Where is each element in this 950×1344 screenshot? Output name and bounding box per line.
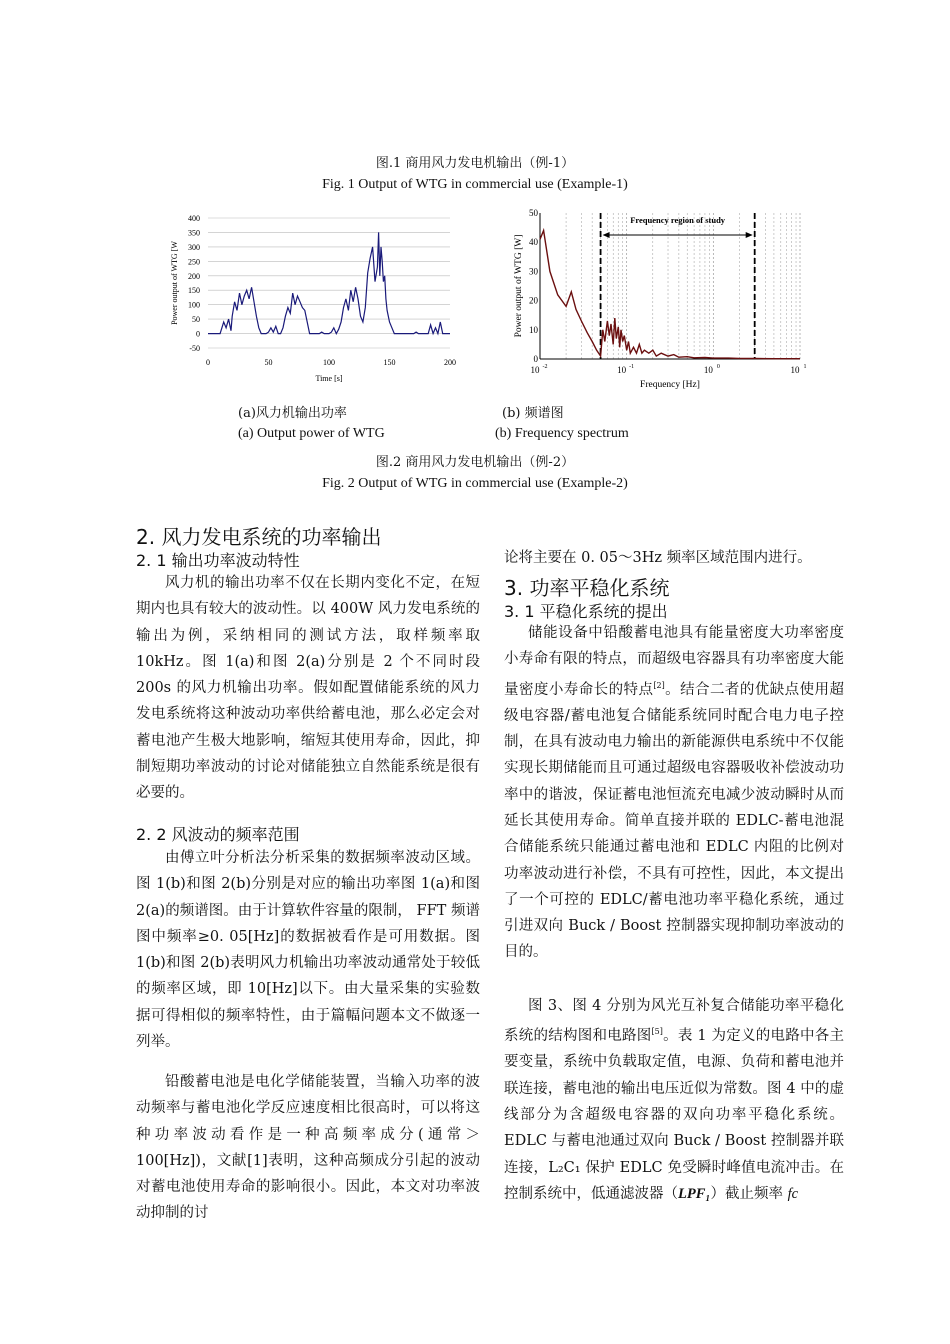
y-tick-label: 0 (196, 329, 200, 339)
paragraph-2-2: 由傅立叶分析法分析采集的数据频率波动区域。图 1(b)和图 2(b)分别是对应的输出功率图 1(a)和图 2(a)的频谱图。由于计算软件容量的限制， FFT 频谱图中频率≥0. 05[Hz]的数据被看作是可用数据。图 1(b)和图 2(b)表明风力机输出功率波动通常处于较低的频率区域，即 10[Hz]以下。由大量采集的实验数据可得相似的频率特性，由于篇幅问题本文不做逐一列举。 (136, 850, 480, 1051)
x-tick-label: 10 (790, 365, 800, 375)
section-3-title: 3. 功率平稳化系统 (504, 576, 670, 600)
section-2-1-title: 2. 1 输出功率波动特性 (136, 551, 300, 570)
citation-2: [2] (653, 680, 665, 690)
x-tick-exponent: -2 (542, 364, 548, 370)
x-tick-label: 50 (264, 358, 273, 367)
y-axis-label: Power output of WTG [W (170, 241, 179, 325)
y-tick-label: 50 (529, 208, 538, 218)
x-tick-label: 10 (703, 365, 713, 375)
chart-output-power (168, 208, 468, 388)
x-axis-label: Time [s] (315, 374, 343, 383)
x-axis-label: Frequency [Hz] (640, 380, 700, 390)
y-tick-label: 20 (529, 295, 538, 306)
chart-frequency-spectrum (508, 204, 818, 390)
y-tick-label: 30 (529, 266, 538, 277)
fig2-caption-cn: 图.2 商用风力发电机输出（例-2） (375, 455, 575, 470)
region-arrow-head-right (746, 232, 753, 238)
section-3-1-title: 3. 1 平稳化系统的提出 (504, 602, 668, 621)
x-tick-exponent: 0 (716, 364, 720, 370)
fig1-caption-en: Fig. 1 Output of WTG in commercial use (Example-1) (322, 177, 628, 192)
lpf1-symbol: LPF₁ (678, 1185, 711, 1202)
y-tick-label: 350 (188, 228, 200, 238)
citation-5: [5] (651, 1027, 663, 1037)
y-tick-label: 0 (533, 354, 538, 364)
fig2-caption-en: Fig. 2 Output of WTG in commercial use (Example-2) (322, 476, 628, 491)
subcaption-b-en: (b) Frequency spectrum (495, 426, 629, 441)
region-label: Frequency region of study (630, 215, 726, 225)
y-tick-label: 300 (188, 242, 200, 252)
section-2-title: 2. 风力发电系统的功率输出 (136, 525, 382, 549)
y-tick-label: 50 (192, 315, 200, 325)
y-tick-label: 200 (188, 271, 200, 281)
y-tick-label: -50 (189, 344, 200, 353)
paragraph-3-2: 图 3、图 4 分别为风光互补复合储能功率平稳化系统的结构图和电路图[5]。表 1 为定义的电路中各主要变量，系统中负载取定值，电源、负荷和蓄电池并联连接，蓄电池的输出电压近似为常数。图 4 中的虚线部分为含超级电容器的双向功率平稳化系统。EDLC 与蓄电池通过双向 Buck / Boost 控制器并联连接，L₂C₁ 保护 EDLC 免受瞬时峰值电流冲击。在控制系统中，低通滤波器（LPF₁）截止频率 fc (504, 998, 844, 1202)
series-line-wtg-output (208, 232, 450, 333)
x-tick-label: 10 (617, 365, 627, 375)
x-tick-label: 150 (383, 358, 396, 367)
subcaption-b-cn: (b) 频谱图 (502, 406, 564, 421)
x-tick-label: 200 (444, 358, 456, 367)
paragraph-3-1: 储能设备中铅酸蓄电池具有能量密度大功率密度小寿命有限的特点，而超级电容器具有功率密度大能量密度小寿命长的特点[2]。结合二者的优缺点使用超级电容器/蓄电池复合储能系统同时配合电力电子控制，在具有波动电力输出的新能源供电系统中不仅能实现长期储能而且可通过超级电容器吸收补偿波动功率中的谐波，保证蓄电池恒流充电减少波动瞬时从而延长其使用寿命。简单直接并联的 EDLC-蓄电池混合储能系统只能通过蓄电池和 EDLC 内阻的比例对功率波动进行补偿，不具有可控性，因此，本文提出了一个可控的 EDLC/蓄电池功率平稳化系统，通过引进双向 Buck / Boost 控制器实现抑制功率波动的目的。 (504, 625, 845, 961)
paragraph-2-3-continued: 论将主要在 0. 05～3Hz 频率区域范围内进行。 (504, 550, 812, 566)
y-tick-label: 10 (529, 324, 538, 335)
fig1-caption-cn: 图.1 商用风力发电机输出（例-1） (375, 156, 575, 171)
subcaption-a-en: (a) Output power of WTG (238, 426, 385, 441)
paragraph-2-3: 铅酸蓄电池是电化学储能装置，当输入功率的波动频率与蓄电池化学反应速度相比很高时，可以将这种功率波动看作是一种高频率成分(通常＞ 100[Hz])，文献[1]表明，这种高频成分引起的波动对蓄电池使用寿命的影响很小。因此，本文对功率波动抑制的讨 (136, 1074, 480, 1222)
y-tick-label: 100 (188, 300, 200, 310)
x-tick-exponent: -1 (629, 364, 635, 370)
x-tick-label: 100 (323, 358, 335, 367)
x-tick-label: 10 (530, 365, 540, 375)
x-tick-exponent: 1 (803, 364, 807, 370)
paragraph-2-1: 风力机的输出功率不仅在长期内变化不定，在短期内也具有较大的波动性。以 400W 风力发电系统的输出为例，采纳相同的测试方法，取样频率取 10kHz。图 1(a)和图 2(a)分别是 2 个不同时段 200s 的风力机输出功率。假如配置储能系统的风力发电系统将这种波动功率供给蓄电池，那么必定会对蓄电池产生极大地影响，缩短其使用寿命，因此，抑制短期功率波动的讨论对储能独立自然能系统是很有必要的。 (136, 575, 480, 802)
fc-symbol: fc (787, 1185, 799, 1202)
region-arrow-head-left (603, 232, 610, 238)
series-line-spectrum (540, 231, 800, 359)
subcaption-a-cn: (a)风力机输出功率 (238, 406, 347, 421)
y-tick-label: 150 (188, 286, 200, 296)
section-2-2-title: 2. 2 风波动的频率范围 (136, 825, 300, 844)
x-tick-label: 0 (206, 358, 210, 367)
y-axis-label: Power output of WTG [W] (514, 234, 524, 338)
y-tick-label: 40 (529, 237, 538, 248)
y-tick-label: 400 (188, 214, 200, 223)
y-tick-label: 250 (188, 257, 200, 267)
